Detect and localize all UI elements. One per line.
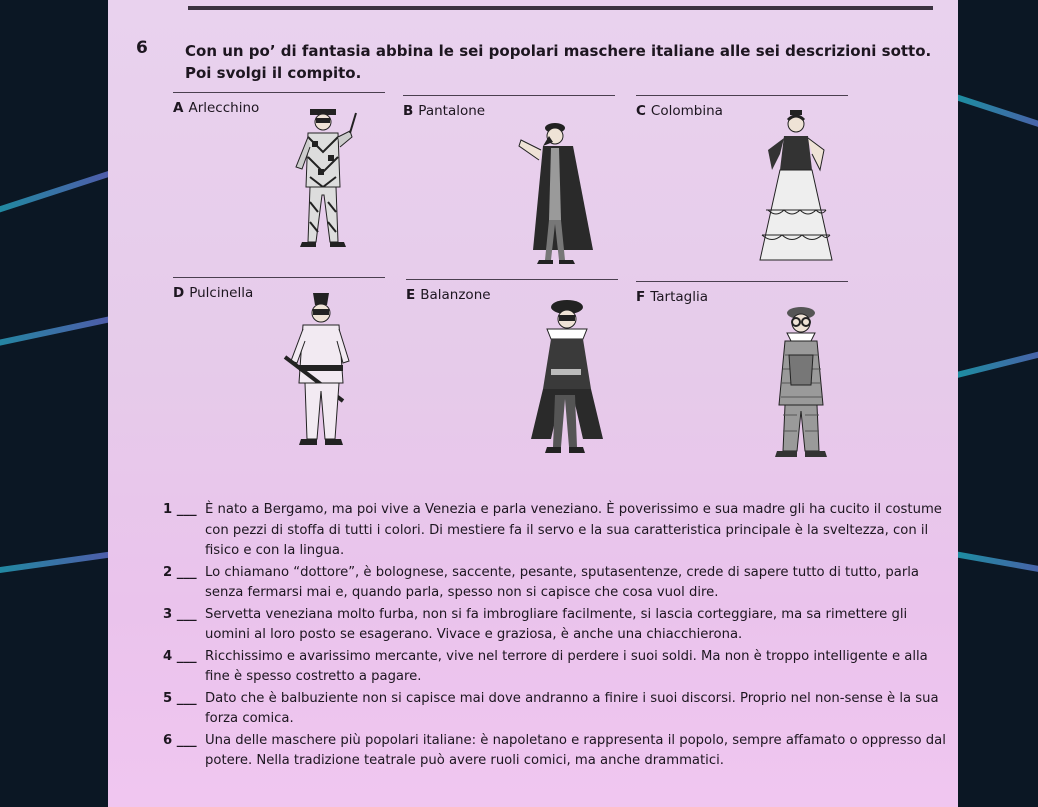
description-text: Lo chiamano “dottore”, è bolognese, saccente, pesante, sputasentenze, crede di sapere tutto di tutto, parla senza fermarsi mai e, quando parla, spesso non si capisce che cosa vuol dire. xyxy=(205,564,919,600)
mask-letter: E xyxy=(406,287,416,303)
description-number[interactable]: 1 ___ xyxy=(163,502,197,517)
exercise-instruction xyxy=(185,40,931,84)
mask-cell-arlecchino xyxy=(173,92,385,272)
exercise-number: 6 xyxy=(136,38,148,58)
cell-divider xyxy=(406,279,618,280)
mask-cell-colombina xyxy=(636,95,848,275)
mask-name: Balanzone xyxy=(420,287,491,303)
mask-cell-pulcinella xyxy=(173,277,385,477)
cell-divider xyxy=(636,95,848,96)
mask-name: Tartaglia xyxy=(650,289,708,305)
cell-divider xyxy=(636,281,848,282)
description-number[interactable]: 2 ___ xyxy=(163,564,197,580)
background-light-streak xyxy=(950,550,1038,575)
cell-divider xyxy=(173,92,385,93)
top-rule xyxy=(188,6,933,10)
description-number[interactable]: 4 ___ xyxy=(163,648,197,664)
description-number[interactable]: 3 ___ xyxy=(163,606,197,622)
description-item xyxy=(163,731,953,772)
balanzone-illustration xyxy=(521,299,611,459)
description-text: Una delle maschere più popolari italiane: è napoletano e rappresenta il popolo, sempre affamato o oppresso dal potere. Nella tradizione teatrale può avere ruoli comici, ma anche drammatici. xyxy=(205,732,946,768)
arlecchino-illustration xyxy=(288,107,358,257)
cell-divider xyxy=(403,95,615,96)
description-item xyxy=(163,563,953,604)
instruction-line-1: Con un po’ di fantasia abbina le sei popolari maschere italiane alle sei descrizioni sotto. xyxy=(185,42,932,60)
description-item xyxy=(163,605,953,646)
description-text: Servetta veneziana molto furba, non si fa imbrogliare facilmente, si lascia corteggiare, ma sa rimettere gli uomini al loro posto se esagerano. Vivace e graziosa, è anche una chiacchierona. xyxy=(205,606,908,642)
instruction-line-2: Poi svolgi il compito. xyxy=(185,64,362,82)
description-item xyxy=(163,500,953,562)
description-text: Dato che è balbuziente non si capisce mai dove andranno a finire i suoi discorsi. Proprio nel non-sense è la sua forza comica. xyxy=(205,690,939,726)
mask-letter: C xyxy=(636,103,646,119)
mask-letter: D xyxy=(173,285,185,301)
background-light-streak xyxy=(952,93,1038,133)
description-item xyxy=(163,689,953,730)
description-number[interactable]: 6 ___ xyxy=(163,732,197,748)
mask-name: Arlecchino xyxy=(188,100,260,116)
background-light-streak xyxy=(0,314,119,351)
mask-label xyxy=(636,289,848,305)
worksheet-page xyxy=(108,0,958,807)
mask-cell-pantalone xyxy=(403,95,615,275)
mask-letter: A xyxy=(173,100,184,116)
tartaglia-illustration xyxy=(761,305,841,465)
background-light-streak xyxy=(951,347,1038,379)
pulcinella-illustration xyxy=(283,291,363,451)
description-text: Ricchissimo e avarissimo mercante, vive nel terrore di perdere i suoi soldi. Ma non è troppo intelligente e alla fine è spesso costretto a pagare. xyxy=(205,648,928,684)
cell-divider xyxy=(173,277,385,278)
description-item xyxy=(163,647,953,688)
colombina-illustration xyxy=(756,110,836,270)
mask-cell-balanzone xyxy=(406,279,618,479)
mask-letter: B xyxy=(403,103,414,119)
description-number[interactable]: 5 ___ xyxy=(163,690,197,706)
mask-name: Colombina xyxy=(650,103,723,119)
background-light-streak xyxy=(0,550,120,575)
mask-name: Pulcinella xyxy=(189,285,254,301)
background-light-streak xyxy=(0,169,118,218)
mask-cell-tartaglia xyxy=(636,281,848,481)
mask-label xyxy=(403,103,615,119)
mask-letter: F xyxy=(636,289,646,305)
description-text: È nato a Bergamo, ma poi vive a Venezia e parla veneziano. È poverissimo e sua madre gli ha cucito il costume con pezzi di stoffa di tutti i colori. Di mestiere fa il servo e la sua caratteristica principale è la sveltezza, con il fisico e con la lingua. xyxy=(205,502,942,558)
description-list xyxy=(163,500,953,773)
pantalone-illustration xyxy=(513,120,603,270)
mask-name: Pantalone xyxy=(418,103,486,119)
